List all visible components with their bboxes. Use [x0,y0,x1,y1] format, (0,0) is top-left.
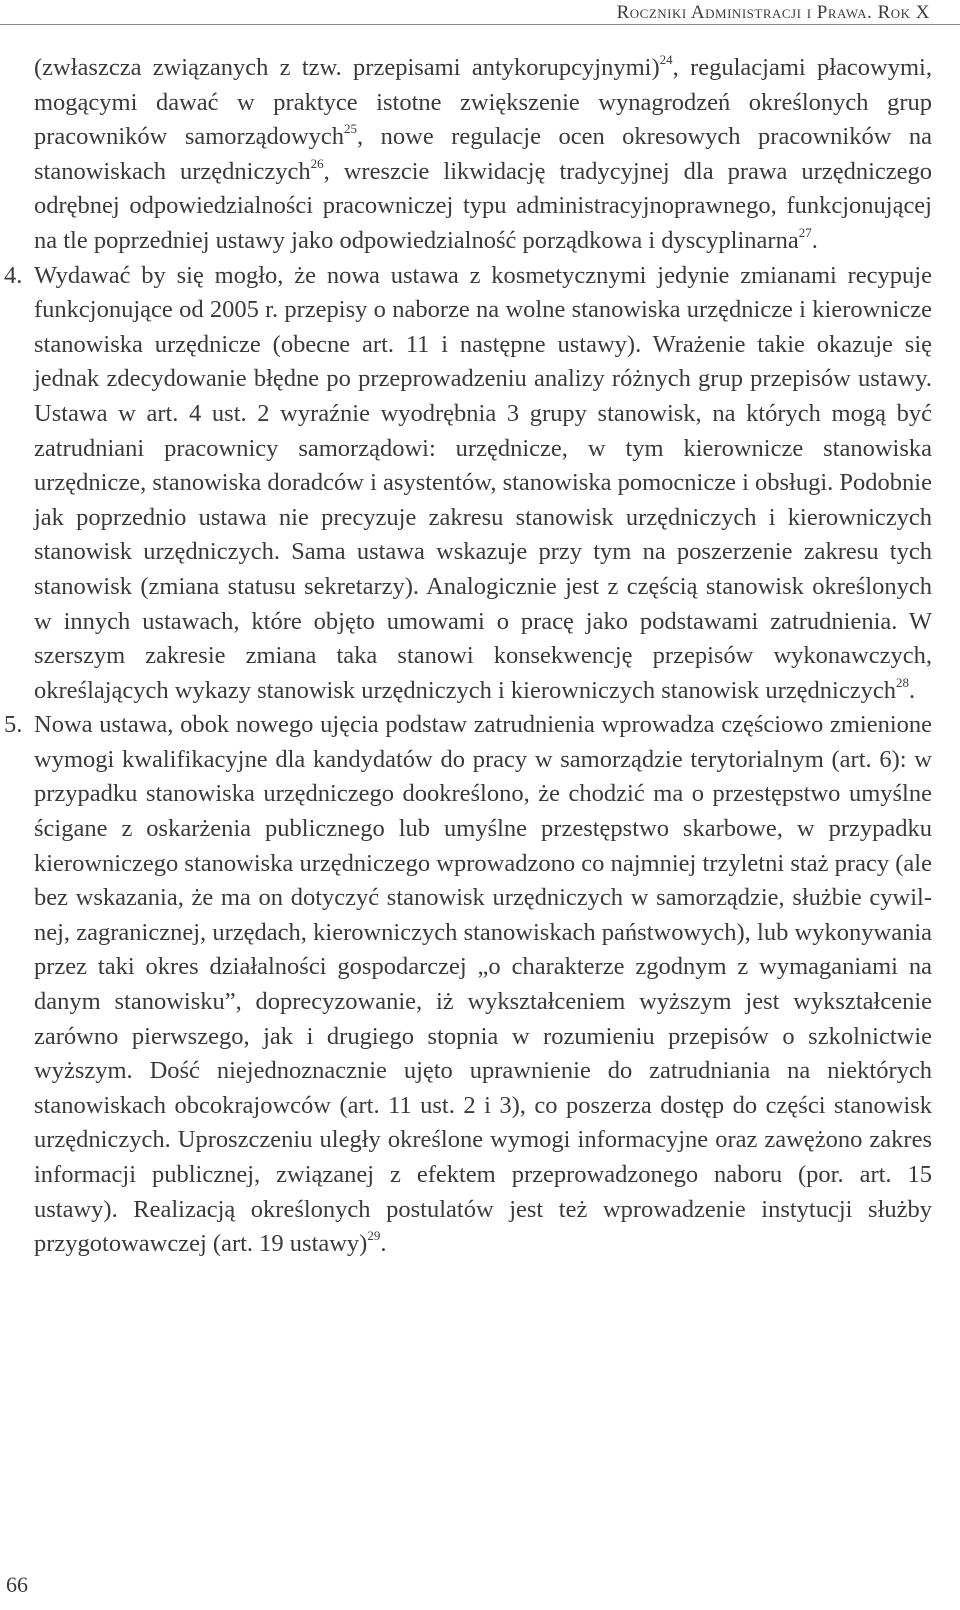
text-span: , wreszcie likwidację tradycyjnej dla prawa urzędniczego odrębnej odpowiedzialności pracowniczej typu administracyjnoprawnego, funkcjonującej na tle poprzedniej ustawy jako odpowiedzialność porządkowa i dyscyplinarna [34,157,932,254]
body-text [4,51,932,1262]
footnote-ref-29[interactable]: 29 [367,1228,381,1244]
paragraph-continuation [34,51,932,259]
footnote-ref-25[interactable]: 25 [344,121,358,137]
text-span: , regulacjami płacowymi, mogącymi dawać w praktyce istotne zwiększenie wynagrodzeń określonych grup pracowników samorządowych [34,54,932,151]
text-span: . [380,1230,387,1258]
item-number: 5. [4,711,23,739]
footnote-ref-27[interactable]: 27 [798,224,812,240]
footnote-ref-28[interactable]: 28 [895,674,909,690]
paragraph-item-4 [4,259,932,709]
footnote-ref-24[interactable]: 24 [659,51,673,67]
text-span: Wydawać by się mogło, że nowa ustawa z kosmetycznymi jedynie zmianami recypuje funkcjonujące od 2005 r. przepisy o naborze na wolne stanowiska urzędnicze i kierownicze stanowiska urzędnicze (obecne art. 11 i następne ustawy). Wrażenie takie okazuje się jednak zdecydowanie błędne po przeprowadzeniu analizy różnych grup przepisów ustawy. Ustawa w art. 4 ust. 2 wyraźnie wyodrębnia 3 grupy stanowisk, na których mogą być zatrudniani pracownicy samorządowi: urzędnicze, w tym kierownicze stanowiska urzędnicze, stanowiska doradców i asystentów, stanowiska pomocnicze i obsługi. Podobnie jak poprzednio ustawa nie precyzuje zakresu stanowisk urzędniczych i kierowniczych stanowisk urzędniczych. Sama ustawa wskazuje przy tym na poszerzenie zakresu tych stanowisk (zmiana statusu sekretarzy). Analogicznie jest z częścią stanowisk określonych w innych ustawach, które objęto umowami o pracę jako podstawami zatrudnienia. W szerszym zakresie zmiana taka stanowi konsekwencję przepisów wykonawczych, określających wykazy stanowisk urzędniczych i kierowniczych stanowisk urzędniczych [34,261,932,704]
running-header: Roczniki Administracji i Prawa. Rok X [616,2,930,23]
text-span: (zwłaszcza związanych z tzw. przepisami antykorupcyjnymi) [34,54,660,81]
page-number: 66 [6,1572,28,1597]
header-rule [0,24,960,25]
paragraph-item-5 [4,708,932,1262]
footnote-ref-26[interactable]: 26 [310,155,324,171]
item-number: 4. [4,261,23,289]
text-span: . [908,676,916,704]
text-span: Nowa ustawa, obok nowego ujęcia podstaw zatrudnienia wprowadza częściowo zmienione wymogi kwalifikacyjne dla kandydatów do pracy w samorządzie terytorialnym (art. 6): w przypadku stanowiska urzędniczego dookreślono, że chodzić ma o przestępstwo umyślne ścigane z oskarżenia publicznego lub umyślne przestępstwo skarbowe, w przypadku kierowniczego stanowiska urzędniczego wprowadzono co najmniej trzyletni staż pracy (ale bez wskazania, że ma on dotyczyć stanowisk urzędniczych w samorządzie, służbie cywilnej, zagranicznej, urzędach, kierowniczych stanowiskach państwowych), lub wykonywania przez taki okres działalności gospodarczej „o charakterze zgodnym z wymaganiami na danym stanowisku”, doprecyzowanie, iż wykształceniem wyższym jest wykształcenie zarówno pierwszego, jak i drugiego stopnia w rozumieniu przepisów o szkolnictwie wyższym. Dość niejednoznacznie ujęto uprawnienie do zatrudniania na niektórych stanowiskach obcokrajowców (art. 11 ust. 2 i 3), co poszerza dostęp do części stanowisk urzędniczych. Uproszczeniu uległy określone wymogi informacyjne oraz zawężono zakres informacji publicznej, związanej z efektem przeprowadzonego naboru (por. art. 15 ustawy). Realizacją określonych postulatów jest też wprowadzenie instytucji służby przygotowawczej (art. 19 ustawy) [34,711,932,1258]
text-span: . [811,226,818,254]
text-span: , nowe regulacje ocen okresowych pracowników na stanowiskach urzędniczych [34,123,932,185]
